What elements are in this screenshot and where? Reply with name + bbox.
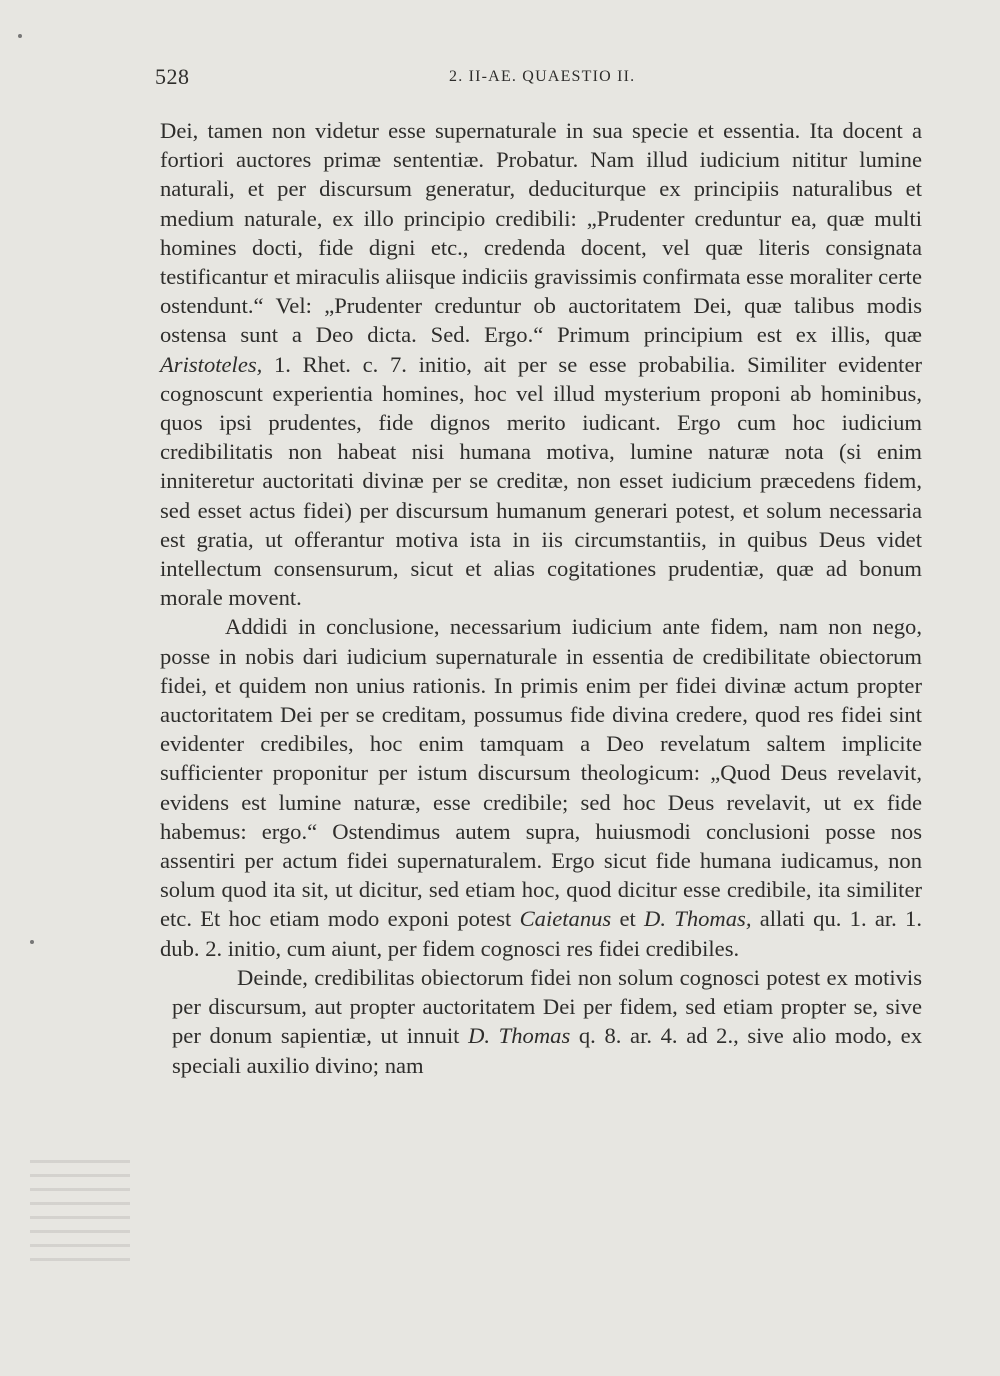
paragraph-3 bbox=[172, 963, 922, 1080]
paragraph-2 bbox=[160, 612, 922, 962]
author-name: Aristoteles, bbox=[160, 351, 263, 377]
author-name: D. Thomas bbox=[468, 1023, 571, 1049]
text-segment: Addidi in conclusione, necessarium iudicium ante fidem, nam non nego, posse in nobis dari iudicium supernaturale in essentia de credibilitate obiectorum fidei, et quidem non unius rationis. In primis enim per fidei divinæ actum propter auctoritatem Dei per se creditam, possumus fide divina credere, quod res fidei sint evidenter credibiles, hoc enim tamquam a Deo revelatum saltem implicite sufficienter proponitur per istum discursum theologicum: „Quod Deus revelavit, evidens est lumine naturæ, esse credibile; sed hoc Deus revelavit, ut ex fide habemus: ergo.“ Ostendimus autem supra, huiusmodi conclusioni posse nos assentiri per actum fidei supernaturalem. Ergo sicut fide humana iudicamus, non solum quod ita sit, ut dicitur, sed etiam hoc, quod dicitur esse credibile, ita similiter etc. Et hoc etiam modo exponi potest bbox=[160, 614, 922, 932]
text-segment: Dei, tamen non videtur esse supernaturale in sua specie et essentia. Ita docent a fortiori auctores primæ sententiæ. Probatur. Nam illud iudicium nititur lumine naturali, et per discursum generatur, deduciturque ex principiis naturalibus et medium naturale, ex illo principio credibili: „Prudenter creduntur ea, quæ multi homines docti, fide digni etc., credenda docent, vel quæ literis consignata testificantur et miraculis aliisque indiciis gravissimis confirmata esse moraliter certe ostendunt.“ Vel: „Prudenter creduntur ob auctoritatem Dei, quæ talibus modis ostensa sunt a Deo dicta. Sed. Ergo.“ Primum principium est ex illis, quæ bbox=[160, 118, 922, 348]
author-name: Caietanus bbox=[519, 906, 612, 932]
paper-speck bbox=[30, 940, 34, 944]
running-head: 2. II-AE. QUAESTIO II. bbox=[449, 68, 636, 85]
page-header bbox=[155, 64, 930, 94]
margin-bleed-through bbox=[30, 1160, 130, 1270]
paragraph-1 bbox=[160, 116, 922, 612]
paper-speck bbox=[18, 34, 22, 38]
text-segment: allati qu. 1. ar. 1. dub. 2. initio, cum aiunt, per fidem cognosci res fidei credibiles. bbox=[160, 906, 923, 961]
text-segment: 1. Rhet. c. 7. initio, ait per se esse probabilia. Similiter evidenter cognoscunt experientia homines, hoc vel illud mysterium proponi ab hominibus, quos ipsi prudentes, fide dignos merito iudicant. Ergo cum hoc iudicium credibilitatis non habeat nisi humana motiva, lumine naturæ nota (si enim inniteretur auctoritati divinæ per se creditæ, non esset iudicium præcedens fidem, sed esset actus fidei) per discursum humanum generari potest, et solum necessaria est gratia, ut offerantur motiva ista in iis circumstantiis, in quibus Deus videt intellectum consensurum, sicut et alias cogitationes prudentiæ, quæ ad bonum morale movent. bbox=[160, 351, 922, 611]
text-segment: et bbox=[611, 906, 645, 932]
author-name: D. Thomas, bbox=[644, 906, 752, 932]
body-text bbox=[160, 116, 922, 1080]
text-segment: Deinde, credibilitas obiectorum fidei non solum cognosci potest ex motivis per discursum, aut propter auctoritatem Dei per fidem, sed etiam propter se, sive per donum sapientiæ, ut innuit bbox=[172, 964, 922, 1049]
text-segment: q. 8. ar. 4. ad 2., sive alio modo, ex speciali auxilio divino; nam bbox=[172, 1023, 922, 1078]
page-number: 528 bbox=[155, 64, 190, 89]
